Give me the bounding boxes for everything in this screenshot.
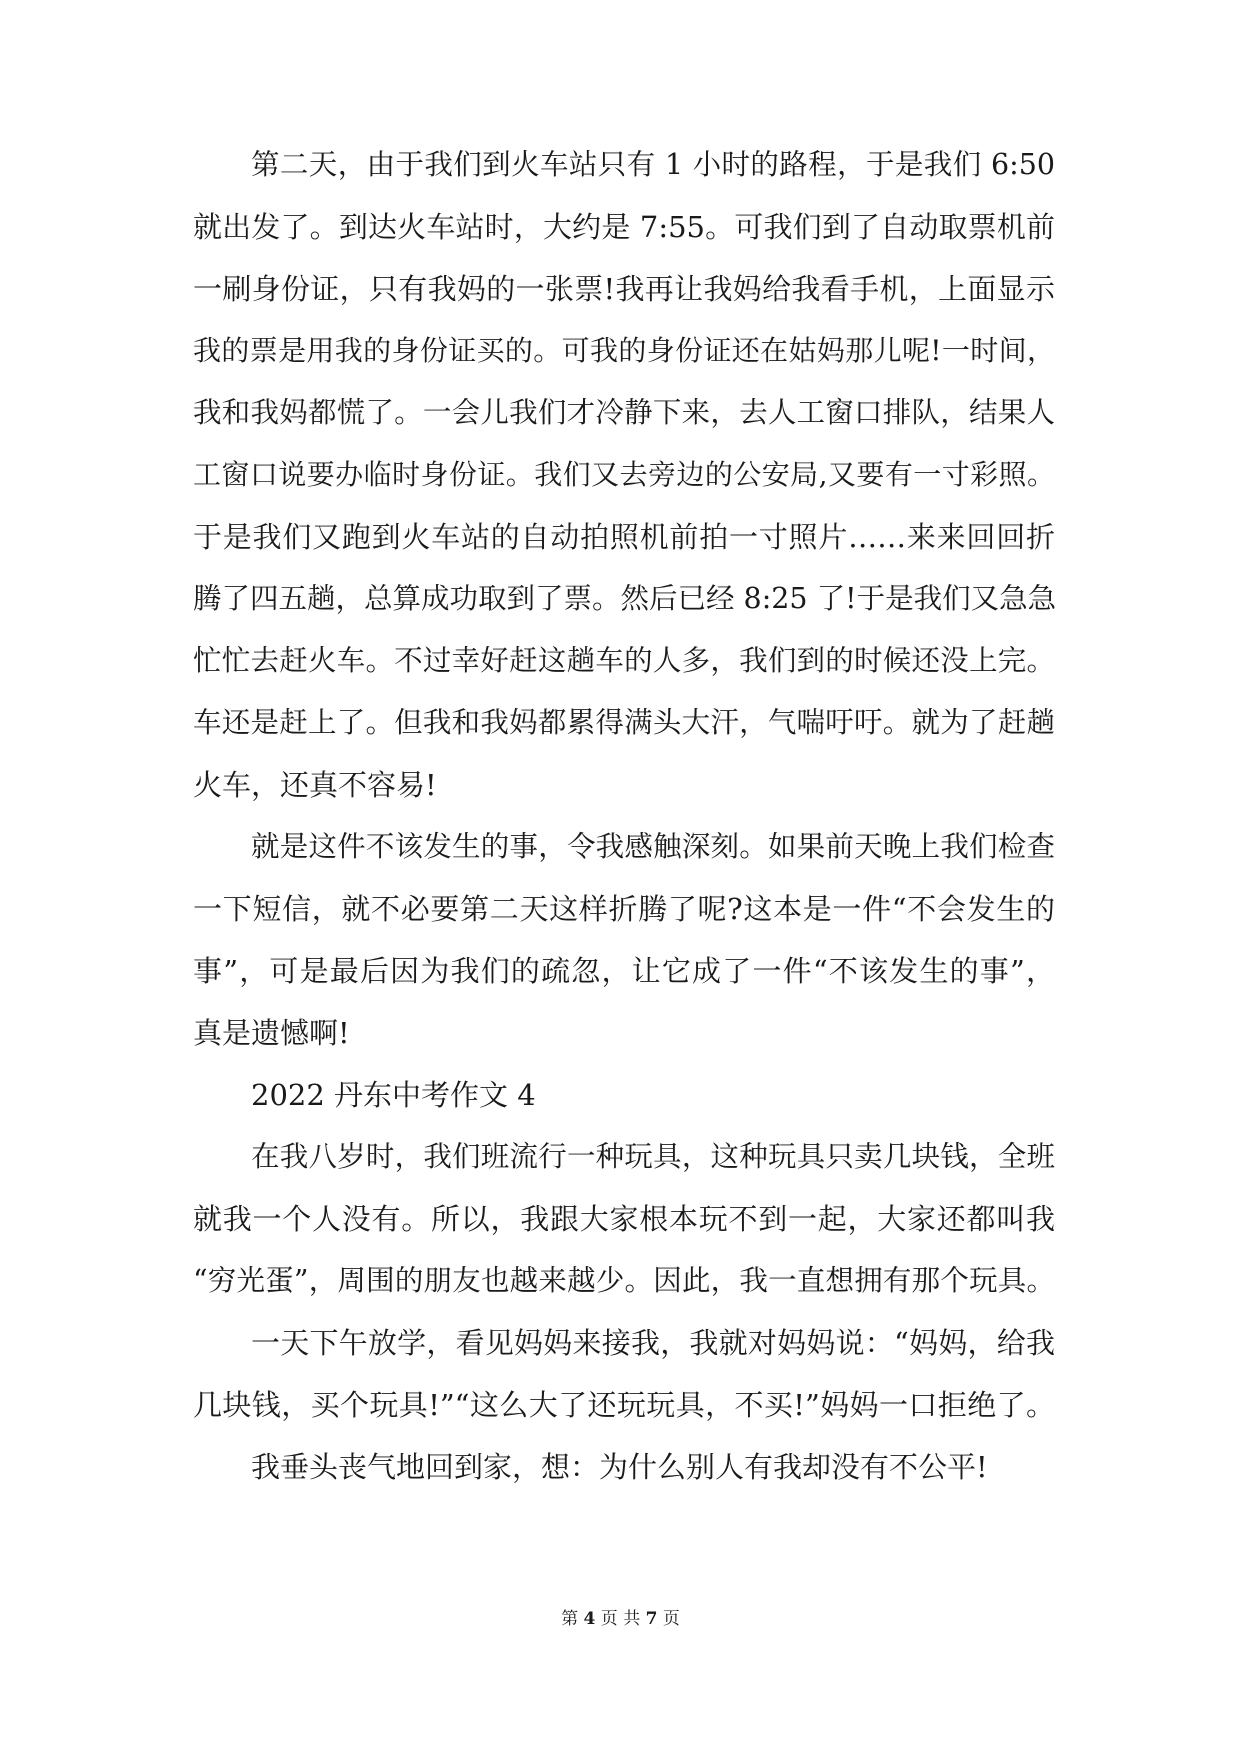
text-line: 忙忙去赶火车。不过幸好赶这趟车的人多，我们到的时候还没上完。 [193, 644, 1055, 677]
text-line: 就我一个人没有。所以，我跟大家根本玩不到一起，大家还都叫我 [193, 1202, 1055, 1236]
page-footer [0, 1606, 1241, 1632]
text-line: 就是这件不该发生的事，令我感触深刻。如果前天晚上我们检查 [251, 830, 1055, 863]
text-line: 于是我们又跑到火车站的自动拍照机前拍一寸照片……来来回回折 [193, 520, 1055, 554]
current-page-number: 4 [583, 1609, 596, 1629]
text-line: 几块钱，买个玩具!”“这么大了还玩玩具，不买!”妈妈一口拒绝了。 [193, 1388, 1055, 1422]
text-line: 在我八岁时，我们班流行一种玩具，这种玩具只卖几块钱，全班 [251, 1140, 1055, 1173]
text-line: 第二天，由于我们到火车站只有 1 小时的路程，于是我们 6:50 [251, 148, 1055, 181]
section-heading: 2022 丹东中考作文 4 [251, 1078, 536, 1112]
text-line: “穷光蛋”，周围的朋友也越来越少。因此，我一直想拥有那个玩具。 [193, 1264, 1055, 1297]
total-page-count: 7 [645, 1609, 658, 1629]
text-line: 一下短信，就不必要第二天这样折腾了呢?这本是一件“不会发生的 [193, 892, 1055, 926]
text-line: 我和我妈都慌了。一会儿我们才冷静下来，去人工窗口排队，结果人 [193, 396, 1055, 429]
text-line: 就出发了。到达火车站时，大约是 7:55。可我们到了自动取票机前 [193, 210, 1055, 244]
text-line: 我的票是用我的身份证买的。可我的身份证还在姑妈那儿呢!一时间， [193, 334, 1055, 367]
text-line: 腾了四五趟，总算成功取到了票。然后已经 8:25 了!于是我们又急急 [193, 582, 1057, 615]
footer-suffix: 页 [662, 1609, 680, 1629]
text-line: 车还是赶上了。但我和我妈都累得满头大汗，气喘吁吁。就为了赶趟 [193, 706, 1055, 739]
text-line: 火车，还真不容易! [193, 768, 437, 802]
text-line: 真是遗憾啊! [193, 1016, 350, 1050]
text-line: 工窗口说要办临时身份证。我们又去旁边的公安局,又要有一寸彩照。 [193, 458, 1055, 491]
text-line: 一天下午放学，看见妈妈来接我，我就对妈妈说：“妈妈，给我 [251, 1326, 1055, 1360]
text-line: 事”，可是最后因为我们的疏忽，让它成了一件“不该发生的事”， [193, 954, 1055, 988]
text-line: 一刷身份证，只有我妈的一张票!我再让我妈给我看手机，上面显示 [193, 272, 1055, 306]
footer-middle: 页 共 [600, 1609, 641, 1629]
text-line: 我垂头丧气地回到家，想：为什么别人有我却没有不公平! [251, 1450, 988, 1484]
footer-prefix: 第 [561, 1609, 579, 1629]
